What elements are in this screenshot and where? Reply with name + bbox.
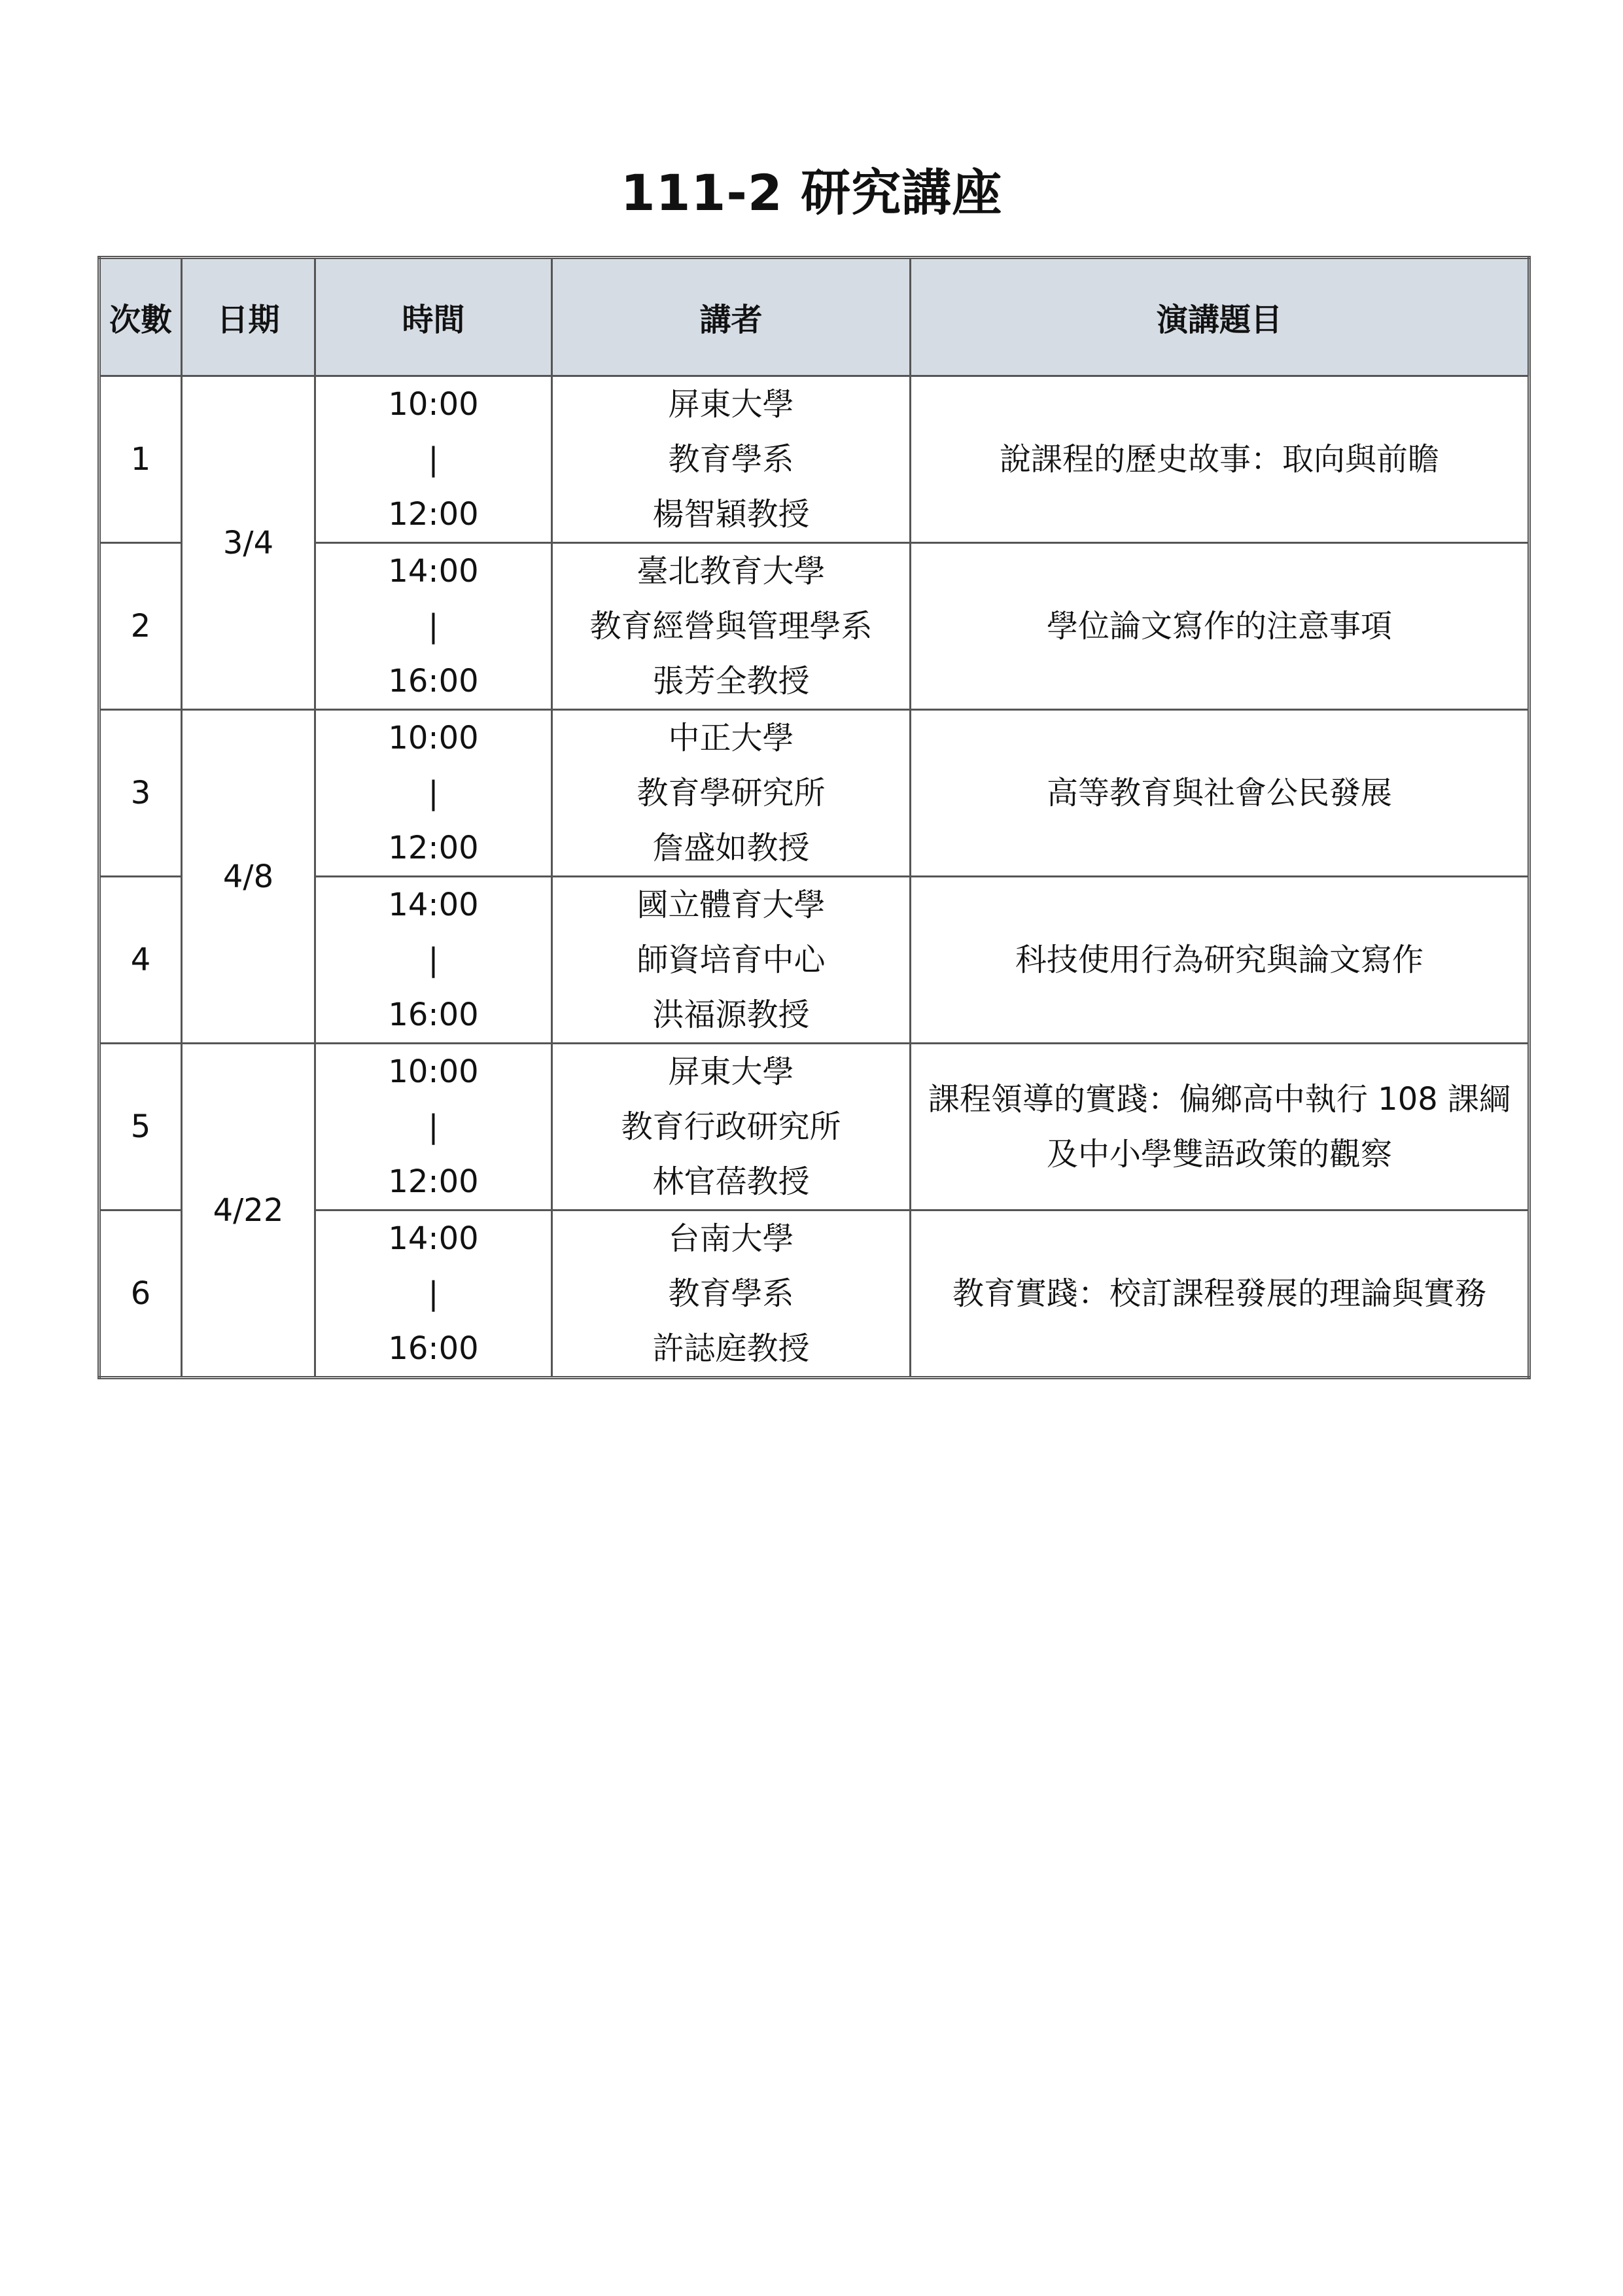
time-separator: | bbox=[428, 608, 439, 645]
speaker-dept: 教育行政研究所 bbox=[621, 1108, 841, 1145]
time-cell bbox=[315, 710, 552, 877]
table-row bbox=[99, 1044, 1529, 1210]
seq-cell: 3 bbox=[99, 710, 182, 877]
header-time: 時間 bbox=[315, 258, 552, 376]
speaker-name: 林官蓓教授 bbox=[652, 1163, 810, 1200]
speaker-dept: 教育經營與管理學系 bbox=[589, 608, 873, 645]
speaker-cell bbox=[552, 543, 911, 710]
speaker-name: 詹盛如教授 bbox=[652, 830, 810, 866]
time-separator: | bbox=[428, 441, 439, 478]
time-separator: | bbox=[428, 775, 439, 811]
time-start: 10:00 bbox=[388, 386, 479, 423]
table-header-row bbox=[99, 258, 1529, 376]
time-end: 12:00 bbox=[388, 830, 479, 866]
topic-cell bbox=[911, 1210, 1529, 1378]
speaker-name: 張芳全教授 bbox=[652, 663, 810, 699]
time-start: 14:00 bbox=[388, 1220, 479, 1257]
speaker-org: 臺北教育大學 bbox=[637, 553, 826, 590]
time-separator: | bbox=[428, 942, 439, 978]
speaker-cell bbox=[552, 376, 911, 543]
speaker-name: 楊智穎教授 bbox=[652, 496, 810, 533]
topic-line: 及中小學雙語政策的觀察 bbox=[1046, 1136, 1392, 1173]
date-cell: 3/4 bbox=[182, 376, 315, 710]
date-cell: 4/22 bbox=[182, 1044, 315, 1378]
seq-cell: 6 bbox=[99, 1210, 182, 1378]
topic-line: 教育實踐：校訂課程發展的理論與實務 bbox=[952, 1275, 1486, 1312]
speaker-org: 屏東大學 bbox=[668, 1053, 794, 1090]
topic-line: 科技使用行為研究與論文寫作 bbox=[1015, 942, 1423, 978]
topic-cell bbox=[911, 376, 1529, 543]
time-cell bbox=[315, 376, 552, 543]
speaker-org: 屏東大學 bbox=[668, 386, 794, 423]
speaker-dept: 教育學系 bbox=[668, 1275, 794, 1312]
time-cell bbox=[315, 1044, 552, 1210]
speaker-name: 洪福源教授 bbox=[652, 997, 810, 1033]
topic-line: 學位論文寫作的注意事項 bbox=[1046, 608, 1392, 645]
speaker-name: 許誌庭教授 bbox=[652, 1330, 810, 1367]
topic-line: 說課程的歷史故事：取向與前瞻 bbox=[999, 441, 1439, 478]
speaker-cell bbox=[552, 877, 911, 1044]
seq-cell: 1 bbox=[99, 376, 182, 543]
time-start: 14:00 bbox=[388, 553, 479, 590]
time-end: 16:00 bbox=[388, 1330, 479, 1367]
page-title: 111-2 研究講座 bbox=[620, 164, 1003, 222]
time-start: 14:00 bbox=[388, 887, 479, 923]
time-separator: | bbox=[428, 1108, 439, 1145]
speaker-org: 台南大學 bbox=[668, 1220, 794, 1257]
time-end: 12:00 bbox=[388, 496, 479, 533]
speaker-org: 國立體育大學 bbox=[637, 887, 826, 923]
seq-cell: 5 bbox=[99, 1044, 182, 1210]
speaker-cell bbox=[552, 1210, 911, 1378]
header-seq: 次數 bbox=[99, 258, 182, 376]
time-cell bbox=[315, 877, 552, 1044]
topic-line: 高等教育與社會公民發展 bbox=[1046, 775, 1392, 811]
topic-line: 課程領導的實踐：偏鄉高中執行 108 課綱 bbox=[928, 1081, 1511, 1118]
topic-cell bbox=[911, 543, 1529, 710]
header-date: 日期 bbox=[182, 258, 315, 376]
date-cell: 4/8 bbox=[182, 710, 315, 1044]
time-end: 12:00 bbox=[388, 1163, 479, 1200]
speaker-cell bbox=[552, 1044, 911, 1210]
seq-cell: 4 bbox=[99, 877, 182, 1044]
time-separator: | bbox=[428, 1275, 439, 1312]
lecture-schedule-table bbox=[97, 256, 1531, 1379]
time-cell bbox=[315, 1210, 552, 1378]
table-row bbox=[99, 376, 1529, 543]
header-speaker: 講者 bbox=[552, 258, 911, 376]
topic-cell bbox=[911, 710, 1529, 877]
speaker-org: 中正大學 bbox=[668, 720, 794, 756]
topic-cell bbox=[911, 1044, 1529, 1210]
topic-cell bbox=[911, 877, 1529, 1044]
speaker-dept: 師資培育中心 bbox=[637, 942, 826, 978]
seq-cell: 2 bbox=[99, 543, 182, 710]
time-start: 10:00 bbox=[388, 720, 479, 756]
speaker-dept: 教育學研究所 bbox=[637, 775, 826, 811]
table-row bbox=[99, 710, 1529, 877]
speaker-dept: 教育學系 bbox=[668, 441, 794, 478]
header-topic: 演講題目 bbox=[911, 258, 1529, 376]
time-start: 10:00 bbox=[388, 1053, 479, 1090]
time-cell bbox=[315, 543, 552, 710]
time-end: 16:00 bbox=[388, 663, 479, 699]
time-end: 16:00 bbox=[388, 997, 479, 1033]
speaker-cell bbox=[552, 710, 911, 877]
